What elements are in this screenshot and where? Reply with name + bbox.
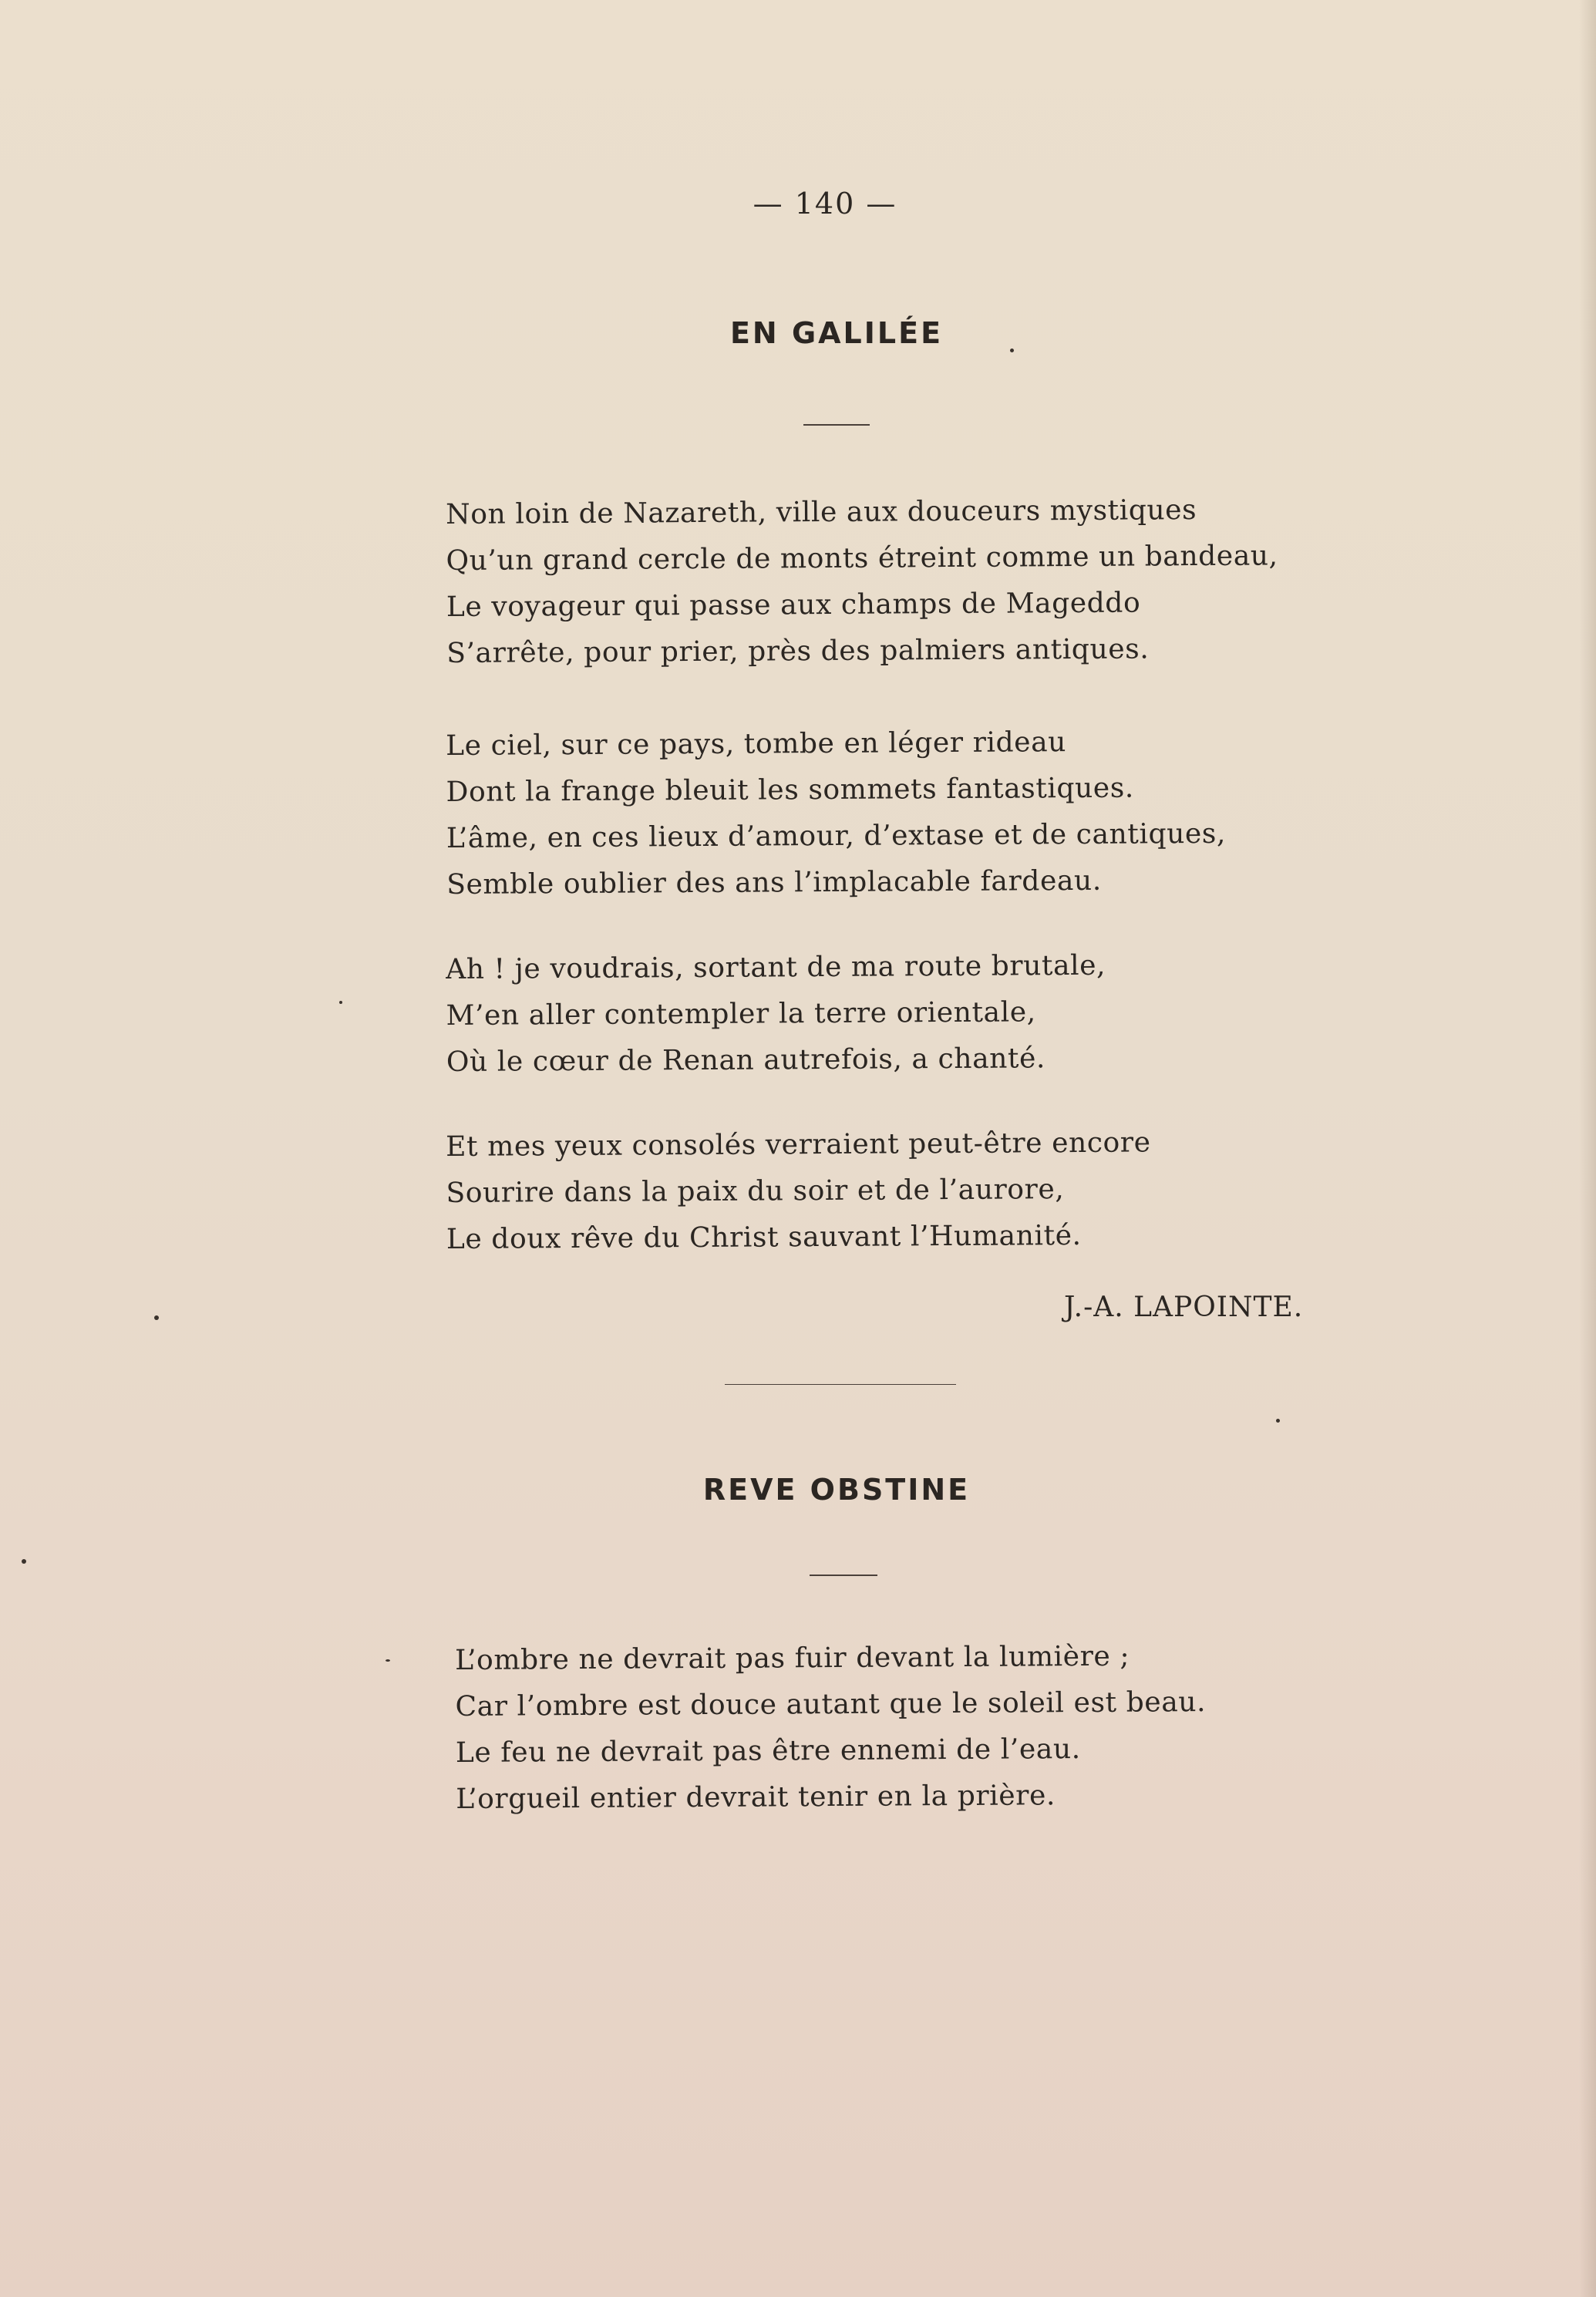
stanza-3: [446, 943, 1106, 1086]
verse-line: Le doux rêve du Christ sauvant l’Humanité.: [446, 1219, 1082, 1255]
paper-speck: [386, 1659, 390, 1662]
verse-line: Non loin de Nazareth, ville aux douceurs mystiques: [446, 494, 1197, 530]
stanza-4: [446, 1120, 1151, 1263]
paper-speck: [1276, 1419, 1280, 1423]
verse-line: Et mes yeux consolés verraient peut-être encore: [446, 1127, 1151, 1163]
page-number: — 140 —: [753, 187, 897, 221]
verse-line: Le voyageur qui passe aux champs de Mageddo: [446, 587, 1141, 623]
title-underline: [803, 424, 870, 426]
verse-line: L’ombre ne devrait pas fuir devant la lumière ;: [455, 1640, 1130, 1676]
verse-line: L’âme, en ces lieux d’amour, d’extase et de cantiques,: [446, 817, 1227, 854]
verse-line: Car l’ombre est douce autant que le soleil est beau.: [455, 1686, 1207, 1723]
verse-line: Ah ! je voudrais, sortant de ma route brutale,: [446, 949, 1106, 985]
verse-line: Semble oublier des ans l’implacable fardeau.: [446, 864, 1102, 901]
title-underline: [810, 1575, 877, 1576]
stanza-1: [455, 1633, 1207, 1823]
paper-speck: [339, 1001, 342, 1004]
stanza-1: [446, 487, 1279, 677]
paper-speck: [154, 1315, 159, 1320]
verse-line: Dont la frange bleuit les sommets fantastiques.: [446, 772, 1135, 808]
paper-speck: [22, 1559, 26, 1564]
verse-line: Le ciel, sur ce pays, tombe en léger rideau: [446, 726, 1067, 762]
verse-line: Qu’un grand cercle de monts étreint comme un bandeau,: [446, 540, 1278, 577]
verse-line: L’orgueil entier devrait tenir en la prière.: [456, 1780, 1056, 1815]
verse-line: Où le cœur de Renan autrefois, a chanté.: [446, 1042, 1046, 1078]
verse-line: Le feu ne devrait pas être ennemi de l’eau.: [455, 1733, 1081, 1769]
author-signature: J.-A. LAPOINTE.: [1064, 1292, 1304, 1323]
poem-title-en-galilee: EN GALILÉE: [729, 316, 944, 350]
paper-speck: [1010, 349, 1014, 352]
verse-line: S’arrête, pour prier, près des palmiers antiques.: [446, 633, 1150, 669]
poem-title-reve-obstine: REVE OBSTINE: [702, 1473, 971, 1507]
verse-line: Sourire dans la paix du soir et de l’aurore,: [446, 1174, 1065, 1209]
stanza-2: [446, 719, 1227, 908]
verse-line: M’en aller contempler la terre orientale,: [446, 996, 1036, 1032]
section-divider: [725, 1384, 956, 1385]
